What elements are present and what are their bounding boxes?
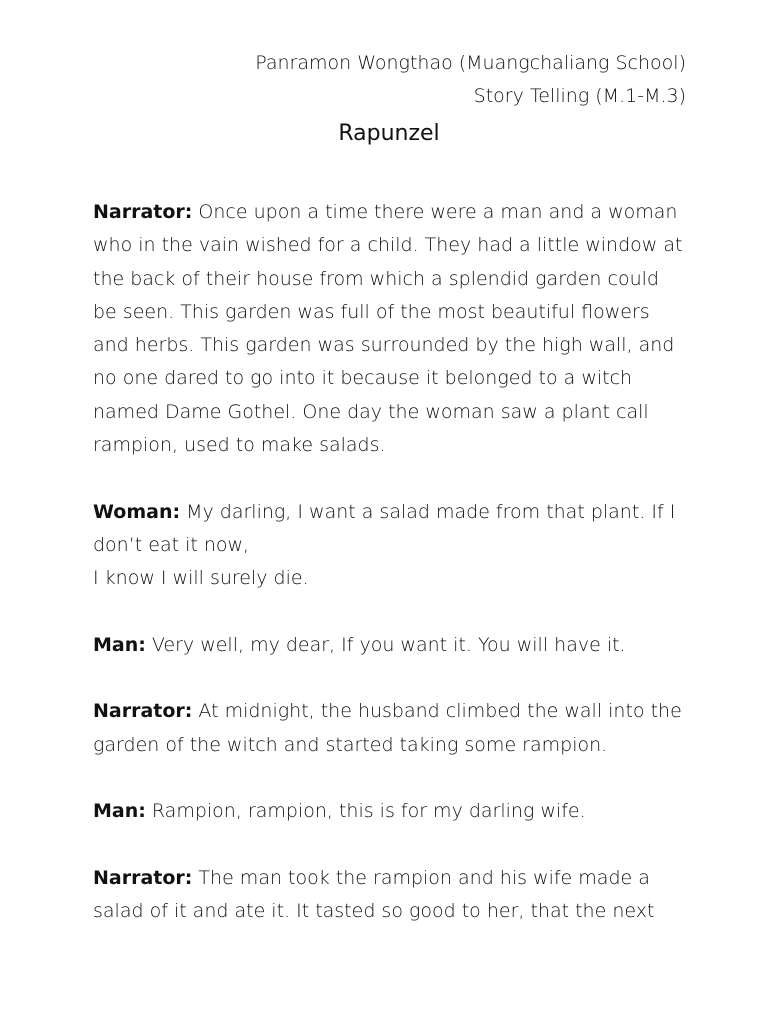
dialogue-text: At midnight, the husband climbed the wall into the — [192, 700, 682, 723]
paragraph-gap — [93, 662, 693, 695]
paragraph-gap — [93, 829, 693, 862]
speaker-label: Narrator: — [93, 201, 193, 223]
dialogue-text: My darling, I want a salad made from that plant. If I — [180, 500, 676, 523]
dialogue-text: The man took the rampion and his wife made a — [192, 866, 650, 889]
story-line: who in the vain wished for a child. They had a little window at — [93, 234, 683, 257]
story-line: rampion, used to make salads. — [93, 434, 386, 457]
paragraph-narrator-2-line-1 — [93, 695, 693, 728]
speaker-label: Narrator: — [93, 700, 193, 723]
dialogue-text: Very well, my dear, If you want it. You will have it. — [145, 633, 626, 656]
story-line: I know I will surely die. — [93, 567, 309, 590]
story-line: named Dame Gothel. One day the woman saw a plant call — [93, 400, 649, 423]
story-line: and herbs. This garden was surrounded by the high wall, and — [93, 334, 675, 357]
story-title: Rapunzel — [338, 121, 440, 146]
paragraph-narrator-1-line-1 — [93, 196, 693, 229]
paragraph-man-2 — [93, 795, 693, 828]
speaker-label: Woman: — [93, 500, 181, 523]
paragraph-gap — [93, 596, 693, 629]
paragraph-narrator-3-line-1 — [93, 862, 693, 895]
course-line: Story Telling (M.1-M.3) — [473, 85, 686, 107]
speaker-label: Man: — [93, 800, 146, 823]
story-line: don’t eat it now, — [93, 533, 250, 556]
dialogue-text: Rampion, rampion, this is for my darling wife. — [145, 800, 586, 823]
story-line: garden of the witch and started taking some rampion. — [93, 733, 608, 756]
speaker-label: Man: — [93, 633, 146, 656]
story-line: salad of it and ate it. It tasted so good to her, that the next — [93, 900, 655, 923]
author-line: Panramon Wongthao (Muangchaliang School) — [255, 52, 686, 74]
story-body — [93, 196, 693, 929]
story-line: no one dared to go into it because it belonged to a witch — [93, 367, 633, 390]
story-line: the back of their house from which a splendid garden could — [93, 267, 659, 290]
speaker-label: Narrator: — [93, 866, 193, 889]
paragraph-woman-line-1 — [93, 496, 693, 529]
paragraph-gap — [93, 462, 693, 495]
paragraph-man-1 — [93, 629, 693, 662]
paragraph-gap — [93, 762, 693, 795]
dialogue-text: Once upon a time there were a man and a woman — [192, 201, 678, 223]
page-header — [255, 47, 686, 113]
story-line: be seen. This garden was full of the most beautiful flowers — [93, 300, 650, 323]
